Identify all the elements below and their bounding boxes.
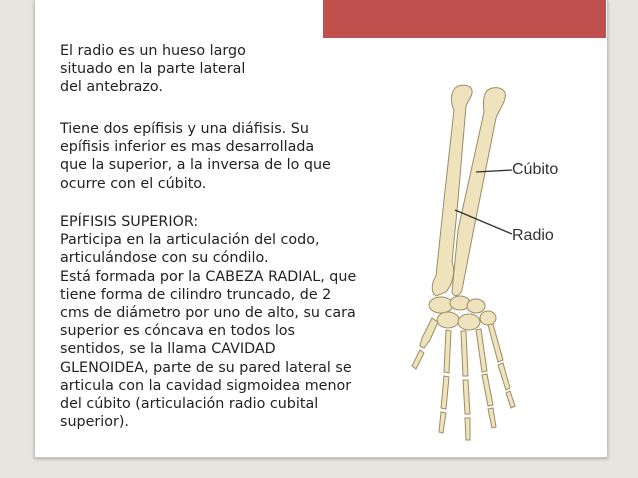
epiphyses-paragraph: Tiene dos epífisis y una diáfisis. Su epífisis inferior es mas desarrollada que la superior, a la inversa de lo que ocurre con el cúbito.	[60, 121, 331, 192]
forearm-bones-illustration	[395, 80, 595, 470]
accent-bar	[323, 0, 606, 38]
cubito-label: Cúbito	[512, 161, 559, 178]
intro-paragraph: El radio es un hueso largo situado en la parte lateral del antebrazo.	[60, 43, 246, 96]
radio-label: Radio	[512, 227, 554, 244]
superior-epiphysis-paragraph: EPÍFISIS SUPERIOR: Participa en la articulación del codo, articulándose con su cóndilo. Está formada por la CABEZA RADIAL, que tiene forma de cilindro truncado, de 2 cms de diámetro por uno de alto, su cara superior es cóncava en todos los sentidos, se la llama CAVIDAD GLENOIDEA, parte de su pared lateral se articula con la cavidad sigmoidea menor del cúbito (articulación radio cubital superior).	[60, 214, 357, 431]
